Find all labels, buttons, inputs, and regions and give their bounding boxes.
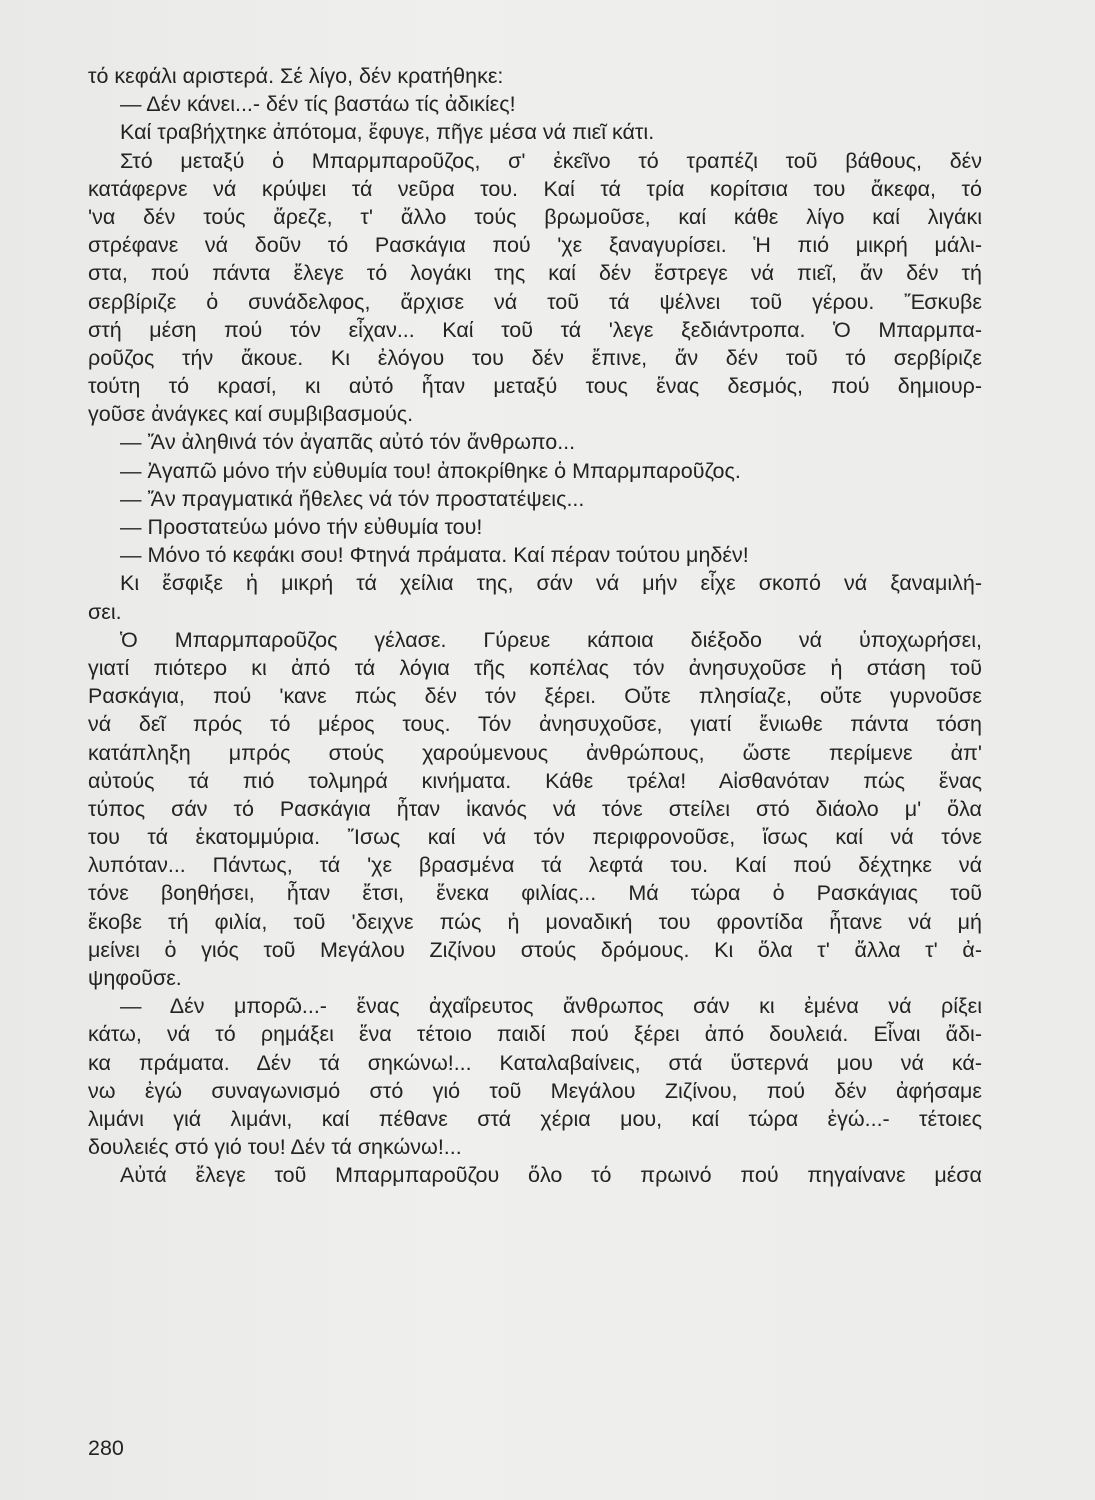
text-line: μείνει ὁ γιός τοῦ Μεγάλου Ζιζίνου στούς δρόμους. Κι ὅλα τ' ἄλλα τ' ἀ- [88, 937, 982, 962]
text-line: τύπος σάν τό Ρασκάγια ἦταν ἱκανός νά τόνε στείλει στό διάολο μ' ὅλα [88, 796, 982, 821]
text-line: νω ἐγώ συναγωνισμό στό γιό τοῦ Μεγάλου Ζιζίνου, πού δέν ἀφήσαμε [88, 1078, 982, 1103]
page-number: 280 [88, 1436, 124, 1460]
text-line: σει. [88, 599, 122, 624]
text-line: ροῦζος τήν ἄκουε. Κι ἐλόγου του δέν ἔπινε, ἄν δέν τοῦ τό σερβίριζε [88, 345, 982, 370]
text-line: — Δέν κάνει...- δέν τίς βαστάω τίς ἀδικίες! [120, 92, 516, 117]
text-line: Καί τραβήχτηκε ἀπότομα, ἔφυγε, πῆγε μέσα νά πιεῖ κάτι. [120, 120, 655, 145]
text-line: Ρασκάγια, πού 'κανε πώς δέν τόν ξέρει. Οὔτε πλησίαζε, οὔτε γυρνοῦσε [88, 684, 982, 709]
text-line: Αὐτά ἔλεγε τοῦ Μπαρμπαροῦζου ὅλο τό πρωινό πού πηγαίνανε μέσα [120, 1163, 982, 1188]
text-line: — Ἄν πραγματικά ἤθελες νά τόν προστατέψεις... [120, 486, 585, 511]
text-line: Ὁ Μπαρμπαροῦζος γέλασε. Γύρευε κάποια διέξοδο νά ὑποχωρήσει, [120, 627, 982, 652]
text-line: τούτη τό κρασί, κι αὐτό ἦταν μεταξύ τους ἕνας δεσμός, πού δημιουρ- [88, 374, 982, 399]
text-line: γοῦσε ἀνάγκες καί συμβιβασμούς. [88, 402, 414, 427]
body-text [88, 62, 982, 1190]
text-line: σερβίριζε ὁ συνάδελφος, ἄρχισε νά τοῦ τά ψέλνει τοῦ γέρου. Ἔσκυβε [88, 289, 982, 314]
text-line: Κι ἔσφιξε ἡ μικρή τά χείλια της, σάν νά μήν εἶχε σκοπό νά ξαναμιλή- [120, 571, 982, 596]
text-line: Στό μεταξύ ὁ Μπαρμπαροῦζος, σ' ἐκεῖνο τό τραπέζι τοῦ βάθους, δέν [120, 148, 982, 173]
text-line: του τά ἑκατομμύρια. Ἴσως καί νά τόν περιφρονοῦσε, ἴσως καί νά τόνε [88, 825, 982, 850]
text-line: λιμάνι γιά λιμάνι, καί πέθανε στά χέρια μου, καί τώρα ἐγώ...- τέτοιες [88, 1106, 982, 1131]
text-line: κάτω, νά τό ρημάξει ἕνα τέτοιο παιδί πού ξέρει ἀπό δουλειά. Εἶναι ἄδι- [88, 1022, 982, 1047]
text-line: — Ἄν ἀληθινά τόν ἀγαπᾶς αὐτό τόν ἄνθρωπο... [120, 430, 576, 455]
text-line: — Μόνο τό κεφάκι σου! Φτηνά πράματα. Καί πέραν τούτου μηδέν! [120, 543, 749, 568]
text-line: δουλειές στό γιό του! Δέν τά σηκώνω!... [88, 1135, 462, 1160]
text-line: τόνε βοηθήσει, ἦταν ἔτσι, ἕνεκα φιλίας... Μά τώρα ὁ Ρασκάγιας τοῦ [88, 881, 982, 906]
text-line: — Ἀγαπῶ μόνο τήν εὐθυμία του! ἀποκρίθηκε ὁ Μπαρμπαροῦζος. [120, 458, 741, 483]
text-line: στρέφανε νά δοῦν τό Ρασκάγια πού 'χε ξαναγυρίσει. Ἡ πιό μικρή μάλι- [88, 233, 982, 258]
text-line: νά δεῖ πρός τό μέρος τους. Τόν ἀνησυχοῦσε, γιατί ἔνιωθε πάντα τόση [88, 712, 982, 737]
text-line: στή μέση πού τόν εἶχαν... Καί τοῦ τά 'λεγε ξεδιάντροπα. Ὁ Μπαρμπα- [88, 317, 982, 342]
text-line: λυπόταν... Πάντως, τά 'χε βρασμένα τά λεφτά του. Καί πού δέχτηκε νά [88, 853, 982, 878]
text-line: — Δέν μπορῶ...- ἕνας ἀχαΐρευτος ἄνθρωπος σάν κι ἐμένα νά ρίξει [120, 994, 982, 1019]
text-line: κα πράματα. Δέν τά σηκώνω!... Καταλαβαίνεις, στά ὕστερνά μου νά κά- [88, 1050, 982, 1075]
text-line: κατάφερνε νά κρύψει τά νεῦρα του. Καί τά τρία κορίτσια του ἄκεφα, τό [88, 176, 982, 201]
text-line: — Προστατεύω μόνο τήν εὐθυμία του! [120, 515, 483, 539]
text-line: ἔκοβε τή φιλία, τοῦ 'δειχνε πώς ἡ μοναδική του φροντίδα ἦτανε νά μή [88, 909, 982, 934]
text-line: τό κεφάλι αριστερά. Σέ λίγο, δέν κρατήθηκε: [88, 64, 504, 88]
text-line: ψηφοῦσε. [88, 966, 182, 990]
text-line: αὐτούς τά πιό τολμηρά κινήματα. Κάθε τρέλα! Αἰσθανόταν πώς ἕνας [88, 768, 982, 793]
text-line: στα, πού πάντα ἔλεγε τό λογάκι της καί δέν ἔστρεγε νά πιεῖ, ἄν δέν τή [88, 261, 982, 286]
text-line: γιατί πιότερο κι ἀπό τά λόγια τῆς κοπέλας τόν ἀνησυχοῦσε ἡ στάση τοῦ [88, 655, 982, 680]
text-line: 'να δέν τούς ἄρεζε, τ' ἄλλο τούς βρωμοῦσε, καί κάθε λίγο καί λιγάκι [88, 204, 982, 229]
text-line: κατάπληξη μπρός στούς χαρούμενους ἀνθρώπους, ὥστε περίμενε ἀπ' [88, 740, 982, 765]
